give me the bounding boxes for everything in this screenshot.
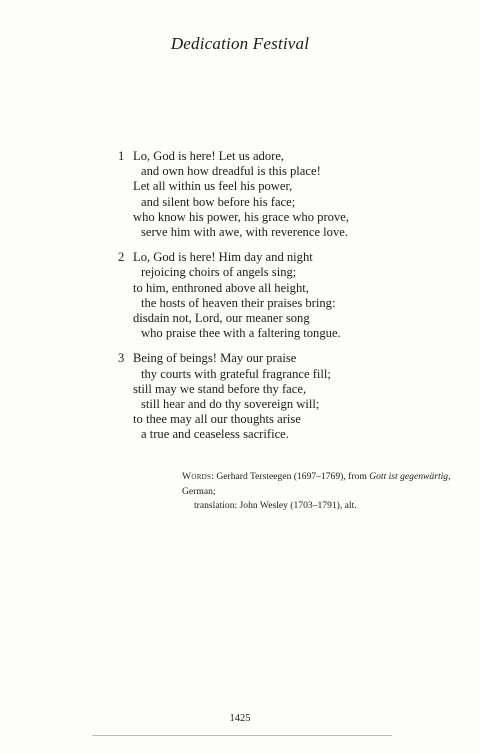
stanza-number: 2 bbox=[118, 250, 125, 265]
credit-language: , German; bbox=[182, 471, 451, 497]
stanza-line: a true and ceaseless sacrifice. bbox=[141, 427, 289, 442]
credit-original-title: Gott ist gegenwärtig bbox=[369, 471, 449, 482]
stanza-line: to him, enthroned above all height, bbox=[133, 280, 309, 295]
stanza-line: Being of beings! May our praise bbox=[133, 351, 297, 366]
stanza-number: 3 bbox=[118, 351, 125, 366]
stanza-line: and own how dreadful is this place! bbox=[141, 164, 321, 179]
words-credit: Words: Gerhard Tersteegen (1697–1769), from Gott ist gegenwärtig, German; translation: John Wesley (1703–1791), alt. bbox=[182, 470, 472, 514]
credit-label: Words bbox=[182, 471, 212, 482]
stanza-line: Let all within us feel his power, bbox=[133, 179, 293, 194]
stanza-line: the hosts of heaven their praises bring: bbox=[141, 295, 336, 310]
hymn-text bbox=[118, 149, 438, 453]
credit-author: Gerhard Tersteegen (1697–1769), from bbox=[216, 471, 370, 482]
stanza-line: to thee may all our thoughts arise bbox=[133, 412, 301, 427]
stanza-line: serve him with awe, with reverence love. bbox=[141, 225, 349, 240]
stanza-3 bbox=[118, 351, 438, 442]
stanza-line: thy courts with grateful fragrance fill; bbox=[141, 366, 331, 381]
stanza-number: 1 bbox=[118, 149, 125, 163]
stanza-line: and silent bow before his face; bbox=[141, 194, 296, 209]
stanza-line: who praise thee with a faltering tongue. bbox=[141, 326, 341, 341]
stanza-line: Lo, God is here! Let us adore, bbox=[133, 149, 285, 163]
stanza-line: still may we stand before thy face, bbox=[133, 381, 307, 396]
stanza-line: who know his power, his grace who prove, bbox=[133, 209, 349, 224]
section-title: Dedication Festival bbox=[170, 34, 310, 53]
stanza-1 bbox=[118, 149, 438, 240]
credit-translation: translation: John Wesley (1703–1791), alt. bbox=[194, 500, 357, 511]
stanza-2 bbox=[118, 250, 438, 341]
stanza-line: Lo, God is here! Him day and night bbox=[133, 250, 313, 265]
stanza-line: disdain not, Lord, our meaner song bbox=[133, 311, 310, 326]
bottom-divider bbox=[92, 735, 392, 736]
page-number: 1425 bbox=[229, 713, 251, 724]
stanza-line: still hear and do thy sovereign will; bbox=[141, 397, 320, 412]
stanza-line: rejoicing choirs of angels sing; bbox=[141, 265, 297, 280]
